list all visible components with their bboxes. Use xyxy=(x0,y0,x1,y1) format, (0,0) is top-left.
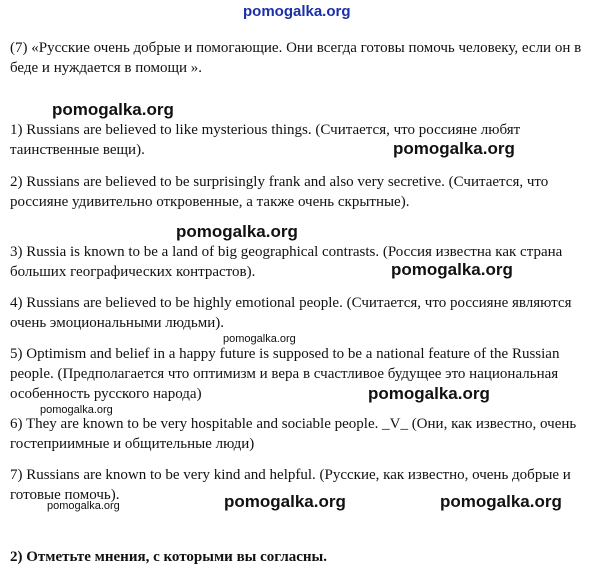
list-item-4: 4) Russians are believed to be highly emotional people. (Считается, что россияне являются очень эмоциональными людьми). xyxy=(10,295,572,331)
watermark: pomogalka.org xyxy=(391,260,513,279)
watermark: pomogalka.org xyxy=(440,492,562,511)
watermark: pomogalka.org xyxy=(176,222,298,241)
watermark: pomogalka.org xyxy=(47,500,120,512)
watermark: pomogalka.org xyxy=(223,333,296,345)
list-item-2: 2) Russians are believed to be surprisingly frank and also very secretive. (Считается, что россияне удивительно откровенные, а также очень скрытные). xyxy=(10,174,549,210)
list-item-7: 7) Russians are known to be very kind and helpful. (Русские, как известно, очень добрые и готовые помочь). xyxy=(10,467,571,503)
list-item-3: 3) Russia is known to be a land of big geographical contrasts. (Россия известна как страна больших географических контрастов). xyxy=(10,244,563,280)
list-item-1: 1) Russians are believed to like mysterious things. (Считается, что россияне любят таинственные вещи). xyxy=(10,122,521,158)
watermark-top: pomogalka.org xyxy=(243,3,351,20)
watermark: pomogalka.org xyxy=(393,139,515,158)
watermark: pomogalka.org xyxy=(368,384,490,403)
watermark: pomogalka.org xyxy=(40,404,113,416)
task-heading: 2) Отметьте мнения, с которыми вы согласны. xyxy=(10,549,328,565)
watermark: pomogalka.org xyxy=(224,492,346,511)
list-item-5: 5) Optimism and belief in a happy future is supposed to be a national feature of the Russian people. (Предполагается что оптимизм и вера в счастливое будущее это национальная особенность русского народа) xyxy=(10,346,560,402)
watermark: pomogalka.org xyxy=(52,100,174,119)
list-item-6: 6) They are known to be very hospitable and sociable people. _V_ (Они, как известно, очень гостеприимные и общительные люди) xyxy=(10,416,577,452)
intro-paragraph: (7) «Русские очень добрые и помогающие. Они всегда готовы помочь человеку, если он в беде и нуждается в помощи ». xyxy=(10,40,582,76)
